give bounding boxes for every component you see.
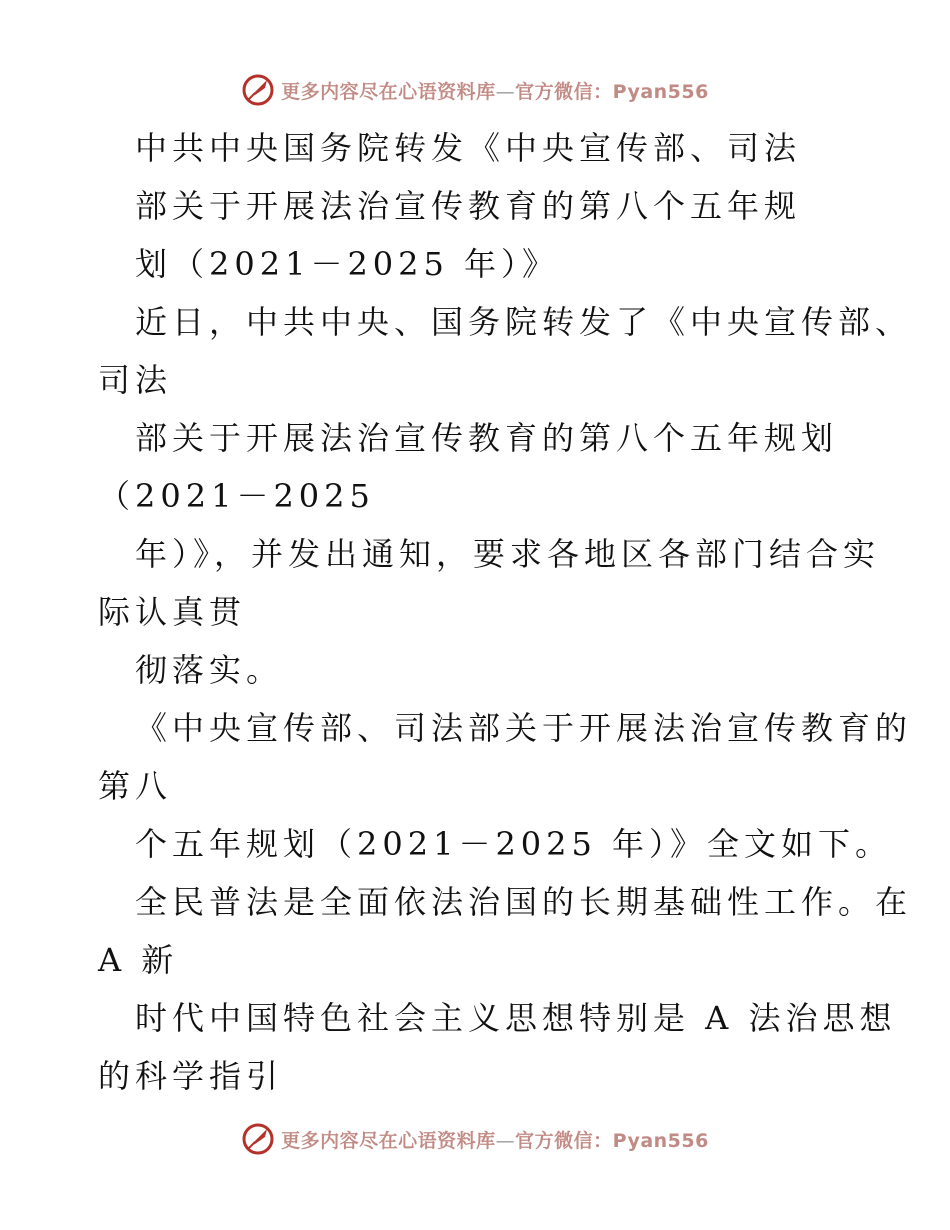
- title-line-1: 中共中央国务院转发《中央宣传部、司法: [135, 129, 802, 167]
- paragraph-line: 第八: [98, 767, 173, 805]
- paragraph-line: 的科学指引: [98, 1057, 284, 1095]
- footer-watermark: [0, 1119, 950, 1159]
- paragraph-line: 《中央宣传部、司法部关于开展法治宣传教育的: [135, 709, 913, 747]
- paragraph-line: 际认真贯: [98, 593, 247, 631]
- paragraph-line: 时代中国特色社会主义思想特别是 A 法治思想: [135, 999, 897, 1037]
- paragraph-line: 年）》，并发出通知，要求各地区各部门结合实: [135, 535, 881, 573]
- watermark-text: 更多内容尽在心语资料库—官方微信：Pyan556: [281, 1129, 709, 1152]
- title-line-3: 划（2021－2025 年）》: [135, 245, 560, 283]
- paragraph-line: 近日，中共中央、国务院转发了《中央宣传部、: [135, 303, 913, 341]
- paragraph-line: 司法: [98, 361, 173, 399]
- paragraph-line: A 新: [98, 941, 179, 979]
- watermark-text: 更多内容尽在心语资料库—官方微信：Pyan556: [281, 80, 709, 103]
- title-line-2: 部关于开展法治宣传教育的第八个五年规: [135, 187, 802, 225]
- paragraph-line: 全民普法是全面依法治国的长期基础性工作。在: [135, 883, 913, 921]
- paragraph-line: 彻落实。: [135, 651, 284, 689]
- paragraph-line: 个五年规划（2021－2025 年）》全文如下。: [135, 825, 893, 863]
- paragraph-line: 部关于开展法治宣传教育的第八个五年规划: [135, 419, 839, 457]
- paragraph-line: （2021－2025: [98, 477, 375, 515]
- quill-logo-icon: [241, 1122, 275, 1156]
